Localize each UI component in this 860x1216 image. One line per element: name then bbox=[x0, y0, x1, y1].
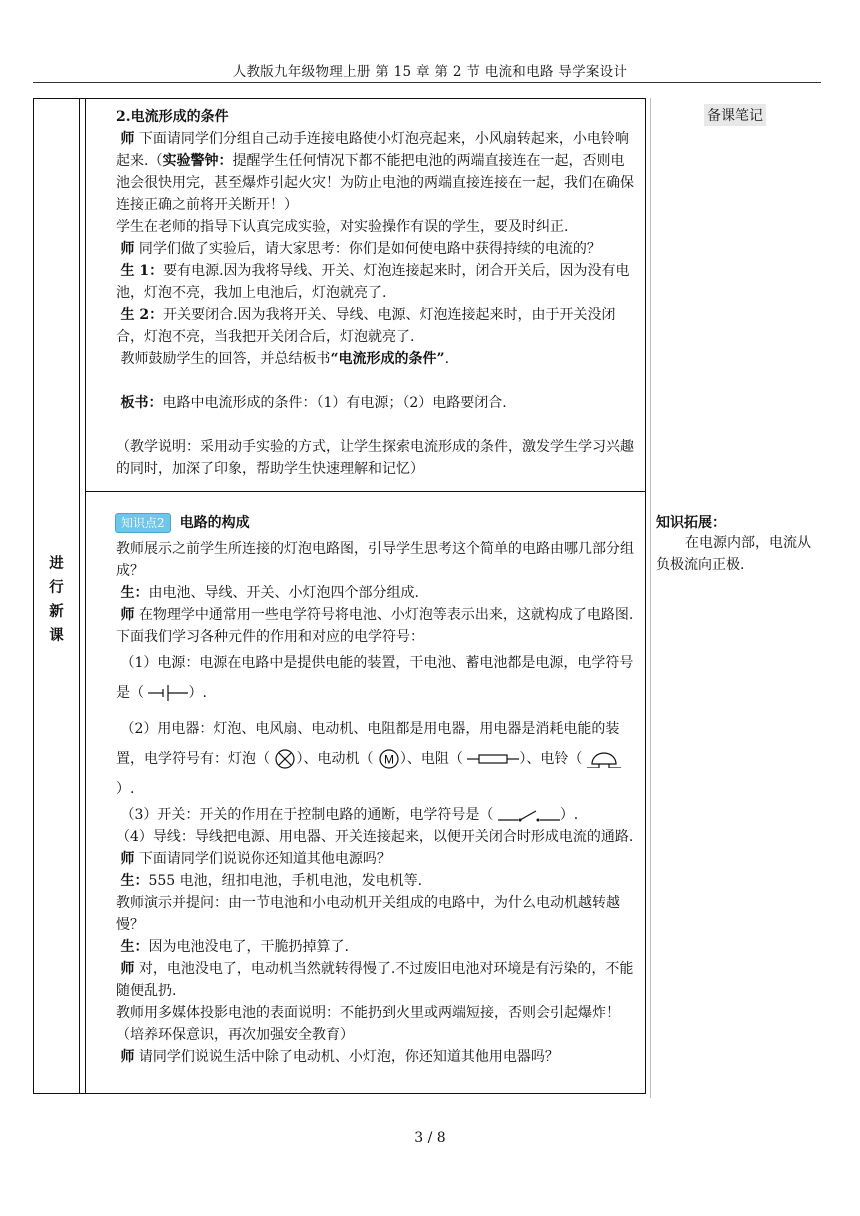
section-title: 电路的构成 bbox=[179, 515, 250, 531]
notes-title: 备课笔记 bbox=[704, 104, 766, 126]
stage-char: 进 bbox=[49, 555, 64, 572]
text: ）. bbox=[188, 685, 207, 701]
speaker: 生 2： bbox=[120, 307, 164, 323]
svg-text:M: M bbox=[383, 752, 394, 767]
text: （1）电源：电源在电路中是提供电能的装置，干电池、蓄电池都是电源，电学符号是（ bbox=[116, 655, 634, 701]
text: 同学们做了实验后，请大家思考：你们是如何使电路中获得持续的电流的？ bbox=[134, 241, 601, 257]
speaker: 生 1： bbox=[120, 263, 164, 279]
stage-label bbox=[33, 552, 80, 648]
text: 要有电源.因为我将导线、开关、灯泡连接起来时，闭合开关后，因为没有电池，灯泡不亮，我加上电池后，灯泡就亮了. bbox=[116, 263, 630, 301]
text: 对，电池没电了，电动机当然就转得慢了.不过废旧电池对环境是有污染的，不能随便乱扔. bbox=[116, 961, 634, 999]
text: 下面请同学们分组自己动手连接电路使小灯泡亮起来，小风扇转起来，小电铃响起来.（ bbox=[116, 131, 629, 169]
speaker: 师 bbox=[120, 1049, 135, 1065]
text: 因为电池没电了，干脆扔掉算了. bbox=[148, 939, 349, 955]
speaker: 师 bbox=[120, 851, 135, 867]
text: 由电池、导线、开关、小灯泡四个部分组成. bbox=[148, 585, 419, 601]
paragraph bbox=[116, 304, 638, 348]
paragraph: 学生在老师的指导下认真完成实验，对实验操作有误的学生，要及时纠正. bbox=[116, 219, 569, 235]
paragraph bbox=[116, 958, 638, 1002]
section-current-conditions bbox=[116, 106, 638, 480]
text: 开关要闭合.因为我将开关、导线、电源、灯泡连接起来时，由于开关没闭合，灯泡不亮，当我把开关闭合后，灯泡就亮了. bbox=[116, 307, 616, 345]
stage-char: 行 bbox=[49, 579, 64, 596]
speaker: 生： bbox=[120, 873, 149, 889]
notes-column-divider bbox=[650, 98, 651, 1098]
paragraph bbox=[116, 870, 638, 892]
text: 下面请同学们说说你还知道其他电源吗？ bbox=[134, 851, 391, 867]
section-circuit-composition bbox=[116, 512, 638, 1068]
knowledge-ext-title: 知识拓展： bbox=[656, 515, 726, 531]
knowledge-ext-body: 在电源内部，电流从负极流向正极. bbox=[656, 535, 811, 573]
speaker: 生： bbox=[120, 585, 149, 601]
page-number: 3 / 8 bbox=[414, 1130, 446, 1146]
paragraph: 教师演示并提问：由一节电池和小电动机开关组成的电路中，为什么电动机越转越慢？ bbox=[116, 895, 620, 933]
stage-char: 课 bbox=[49, 627, 64, 644]
paragraph bbox=[116, 714, 638, 804]
paragraph: 教师用多媒体投影电池的表面说明：不能扔到火里或两端短接，否则会引起爆炸！（培养环保意识，再次加强安全教育） bbox=[116, 1005, 620, 1043]
speaker: 师 bbox=[120, 961, 135, 977]
paragraph bbox=[116, 648, 638, 708]
header-rule bbox=[33, 82, 821, 83]
text: ）、电铃（ bbox=[519, 751, 583, 767]
warning-label: 实验警钟： bbox=[162, 153, 233, 169]
paragraph bbox=[116, 1046, 638, 1068]
paragraph bbox=[116, 348, 638, 370]
text: （2）用电器：灯泡、电风扇、电动机、电阻都是用电器，用电器是消耗电能的装置，电学符号有：灯泡（ bbox=[116, 721, 620, 767]
lamp-symbol-icon bbox=[274, 748, 296, 770]
knowledge-point-badge: 知识点2 bbox=[116, 514, 170, 532]
paragraph bbox=[116, 260, 638, 304]
page-header: 人教版九年级物理上册 第 15 章 第 2 节 电流和电路 导学案设计 bbox=[232, 64, 628, 80]
resistor-symbol-icon bbox=[467, 752, 519, 766]
text: 请同学们说说生活中除了电动机、小灯泡，你还知道其他用电器吗？ bbox=[134, 1049, 559, 1065]
bell-symbol-icon bbox=[587, 750, 621, 768]
paragraph: 教师展示之前学生所连接的灯泡电路图，引导学生思考这个简单的电路由哪几部分组成？ bbox=[116, 541, 634, 579]
paragraph: （4）导线：导线把电源、用电器、开关连接起来，以便开关闭合时形成电流的通路. bbox=[116, 829, 634, 845]
paragraph bbox=[116, 804, 638, 826]
paragraph bbox=[116, 936, 638, 958]
paragraph bbox=[116, 392, 638, 414]
text: ）. bbox=[559, 807, 579, 823]
section-heading bbox=[116, 512, 638, 534]
text: 教师鼓励学生的回答，并总结板书 bbox=[120, 351, 331, 367]
motor-symbol-icon bbox=[378, 748, 400, 770]
section-heading: 2.电流形成的条件 bbox=[116, 109, 229, 125]
text: 555 电池，纽扣电池，手机电池，发电机等. bbox=[148, 873, 423, 889]
speaker: 师 bbox=[120, 241, 135, 257]
paragraph bbox=[116, 604, 638, 648]
speaker: 师 bbox=[120, 607, 135, 623]
stage-char: 新 bbox=[49, 603, 64, 620]
text: 提醒学生任何情况下都不能把电池的两端直接连在一起，否则电池会很快用完，甚至爆炸引起火灾！为防止电池的两端直接连接在一起，我们在确保连接正确之前将开关断开！） bbox=[116, 153, 634, 213]
text: ）、电阻（ bbox=[399, 751, 463, 767]
board-title: “电流形成的条件” bbox=[330, 351, 445, 367]
text: （3）开关：开关的作用在于控制电路的通断，电学符号是（ bbox=[120, 807, 494, 823]
table-column-divider bbox=[85, 98, 86, 1094]
text: 电路中电流形成的条件：（1）有电源；（2）电路要闭合. bbox=[162, 395, 507, 411]
paragraph bbox=[116, 848, 638, 870]
battery-symbol-icon bbox=[148, 683, 188, 703]
text: ）、电动机（ bbox=[296, 751, 374, 767]
board-label: 板书： bbox=[120, 395, 163, 411]
section-divider bbox=[85, 491, 646, 492]
switch-symbol-icon bbox=[498, 808, 560, 822]
paragraph: （教学说明：采用动手实验的方式，让学生探索电流形成的条件，激发学生学习兴趣的同时，加深了印象，帮助学生快速理解和记忆） bbox=[116, 439, 634, 477]
paragraph bbox=[116, 582, 638, 604]
speaker: 师 bbox=[120, 131, 135, 147]
text: . bbox=[444, 351, 450, 367]
text: 在物理学中通常用一些电学符号将电池、小灯泡等表示出来，这就构成了电路图.下面我们学习各种元件的作用和对应的电学符号： bbox=[116, 607, 634, 645]
paragraph bbox=[116, 128, 638, 216]
text: ）. bbox=[116, 781, 135, 797]
speaker: 生： bbox=[120, 939, 149, 955]
paragraph bbox=[116, 238, 638, 260]
